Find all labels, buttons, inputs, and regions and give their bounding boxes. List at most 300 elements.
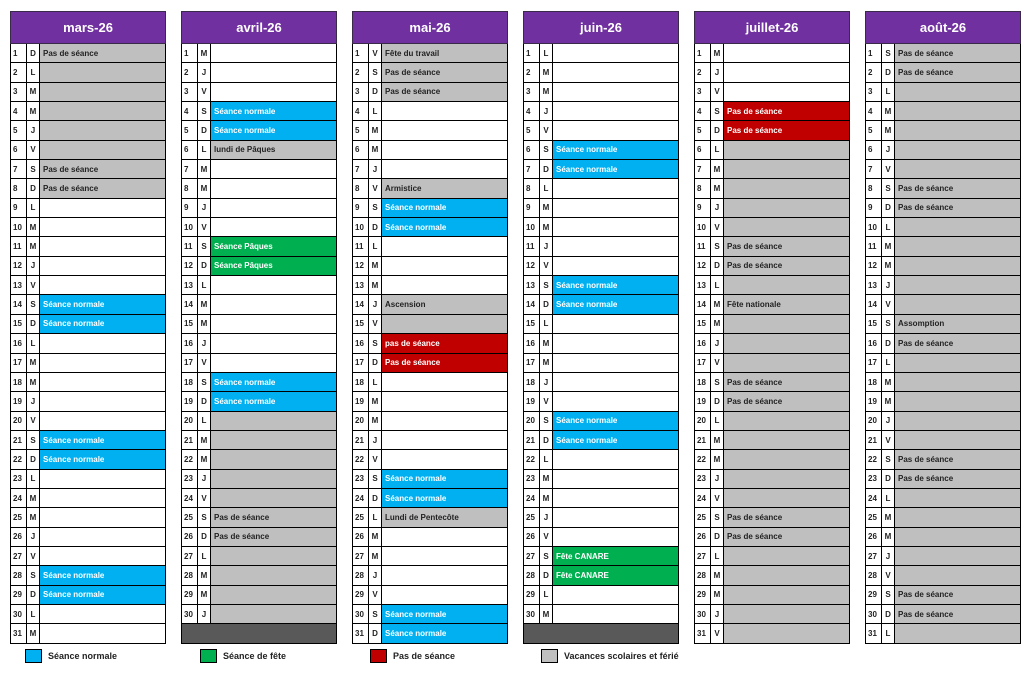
day-row [10, 354, 166, 373]
day-row [523, 431, 679, 450]
day-row [352, 44, 508, 63]
day-number: 16 [695, 334, 711, 352]
day-row [523, 586, 679, 605]
day-letter: M [369, 141, 382, 159]
day-event [724, 354, 849, 372]
day-letter: D [711, 257, 724, 275]
day-number: 22 [695, 450, 711, 468]
day-letter: J [882, 547, 895, 565]
day-letter: V [198, 354, 211, 372]
day-number: 19 [353, 392, 369, 410]
day-number: 29 [695, 586, 711, 604]
day-event: Séance normale [40, 566, 165, 584]
day-event [895, 624, 1020, 642]
day-event: Séance normale [382, 489, 507, 507]
day-event: Séance normale [382, 624, 507, 642]
day-number: 5 [695, 121, 711, 139]
day-row [181, 276, 337, 295]
day-row [523, 83, 679, 102]
day-row [352, 624, 508, 643]
day-row [181, 586, 337, 605]
day-letter: L [540, 586, 553, 604]
day-event [724, 315, 849, 333]
day-letter: L [27, 63, 40, 81]
day-event [40, 218, 165, 236]
day-event: Pas de séance [895, 334, 1020, 352]
day-number: 29 [353, 586, 369, 604]
day-letter: S [27, 160, 40, 178]
day-event [895, 141, 1020, 159]
day-letter: M [711, 295, 724, 313]
day-number: 25 [182, 508, 198, 526]
day-number: 7 [11, 160, 27, 178]
day-letter: S [369, 63, 382, 81]
day-row [694, 160, 850, 179]
day-event: Pas de séance [724, 237, 849, 255]
day-event [382, 528, 507, 546]
day-event: Pas de séance [895, 470, 1020, 488]
day-row [865, 528, 1021, 547]
day-event [553, 508, 678, 526]
day-row [10, 586, 166, 605]
day-row [694, 528, 850, 547]
day-event [382, 566, 507, 584]
day-number: 12 [866, 257, 882, 275]
day-number: 22 [11, 450, 27, 468]
day-row [10, 431, 166, 450]
day-event: Séance normale [553, 431, 678, 449]
day-event: Séance normale [382, 199, 507, 217]
day-letter: L [369, 237, 382, 255]
day-event [382, 141, 507, 159]
day-number: 3 [866, 83, 882, 101]
day-number: 13 [695, 276, 711, 294]
day-row [523, 450, 679, 469]
day-letter: S [711, 237, 724, 255]
day-event [211, 354, 336, 372]
day-letter: V [369, 450, 382, 468]
day-letter: V [27, 276, 40, 294]
day-letter: M [369, 257, 382, 275]
day-number: 9 [353, 199, 369, 217]
day-number: 2 [695, 63, 711, 81]
day-letter: J [198, 63, 211, 81]
day-event [724, 470, 849, 488]
day-number: 4 [695, 102, 711, 120]
day-event: Séance normale [40, 431, 165, 449]
day-row [694, 605, 850, 624]
day-number: 14 [695, 295, 711, 313]
day-row [181, 392, 337, 411]
day-event [40, 257, 165, 275]
day-row [523, 160, 679, 179]
day-number: 6 [353, 141, 369, 159]
day-number: 3 [182, 83, 198, 101]
day-letter: J [369, 566, 382, 584]
day-event [211, 334, 336, 352]
day-event: Séance normale [211, 373, 336, 391]
day-letter: L [540, 450, 553, 468]
day-number: 25 [353, 508, 369, 526]
day-number: 27 [11, 547, 27, 565]
day-letter: M [711, 160, 724, 178]
day-letter: D [27, 450, 40, 468]
day-event [895, 566, 1020, 584]
day-number: 20 [866, 412, 882, 430]
day-row [181, 373, 337, 392]
day-letter: J [540, 508, 553, 526]
day-letter: V [369, 315, 382, 333]
day-letter: J [540, 373, 553, 391]
day-number: 3 [524, 83, 540, 101]
day-row [523, 237, 679, 256]
legend-swatch [200, 649, 217, 663]
day-event [724, 450, 849, 468]
day-row [865, 470, 1021, 489]
day-row [10, 160, 166, 179]
day-number: 23 [353, 470, 369, 488]
day-letter: M [882, 121, 895, 139]
day-letter: M [27, 489, 40, 507]
day-row [181, 605, 337, 624]
day-letter: V [711, 354, 724, 372]
day-event [895, 489, 1020, 507]
day-number: 20 [182, 412, 198, 430]
day-number: 22 [524, 450, 540, 468]
day-event [553, 63, 678, 81]
day-letter: L [711, 547, 724, 565]
day-row [865, 431, 1021, 450]
day-row [181, 199, 337, 218]
day-row [352, 179, 508, 198]
day-event: Lundi de Pentecôte [382, 508, 507, 526]
day-letter: S [369, 605, 382, 623]
day-number: 9 [866, 199, 882, 217]
day-event [211, 431, 336, 449]
day-number: 19 [695, 392, 711, 410]
day-event [40, 121, 165, 139]
day-letter: J [369, 160, 382, 178]
day-number: 28 [695, 566, 711, 584]
day-event: Séance normale [382, 605, 507, 623]
day-event [895, 83, 1020, 101]
day-row [523, 547, 679, 566]
day-event [382, 373, 507, 391]
day-letter: M [198, 431, 211, 449]
day-letter: D [369, 83, 382, 101]
day-letter: M [27, 83, 40, 101]
day-number: 28 [353, 566, 369, 584]
day-row [352, 257, 508, 276]
day-row [352, 508, 508, 527]
day-number: 30 [11, 605, 27, 623]
day-row [352, 547, 508, 566]
day-row [523, 199, 679, 218]
day-letter: D [711, 528, 724, 546]
day-row [181, 44, 337, 63]
day-event: Pas de séance [895, 586, 1020, 604]
day-row [352, 586, 508, 605]
day-event [211, 160, 336, 178]
day-number: 18 [695, 373, 711, 391]
day-letter: J [27, 528, 40, 546]
day-letter: V [369, 179, 382, 197]
day-row [352, 63, 508, 82]
day-letter: J [198, 470, 211, 488]
day-event [211, 566, 336, 584]
day-row [865, 624, 1021, 643]
day-number: 10 [524, 218, 540, 236]
day-row [694, 412, 850, 431]
legend-swatch [541, 649, 558, 663]
day-number: 13 [353, 276, 369, 294]
day-event [724, 624, 849, 642]
day-letter: L [882, 489, 895, 507]
day-event [724, 141, 849, 159]
day-letter: M [198, 566, 211, 584]
day-number: 13 [11, 276, 27, 294]
day-event [553, 237, 678, 255]
day-letter: L [27, 199, 40, 217]
day-event [553, 199, 678, 217]
day-event: Séance normale [40, 586, 165, 604]
day-number: 11 [695, 237, 711, 255]
day-number: 16 [353, 334, 369, 352]
day-letter: M [27, 102, 40, 120]
day-event: Séance normale [40, 295, 165, 313]
day-row [352, 83, 508, 102]
day-row [181, 412, 337, 431]
day-event [895, 412, 1020, 430]
day-row [181, 160, 337, 179]
day-event: Pas de séance [724, 508, 849, 526]
day-event [553, 528, 678, 546]
day-letter: M [540, 354, 553, 372]
day-event [553, 179, 678, 197]
day-letter: D [882, 334, 895, 352]
day-number: 24 [353, 489, 369, 507]
legend-swatch [25, 649, 42, 663]
day-row [352, 450, 508, 469]
day-number: 28 [866, 566, 882, 584]
day-number: 22 [182, 450, 198, 468]
month-column [865, 11, 1021, 644]
day-letter: L [198, 276, 211, 294]
day-number: 1 [353, 44, 369, 62]
day-event [40, 373, 165, 391]
month-header: mars-26 [10, 11, 166, 44]
day-row [694, 141, 850, 160]
day-row [865, 315, 1021, 334]
day-event [724, 44, 849, 62]
day-letter: S [198, 508, 211, 526]
day-event [382, 547, 507, 565]
day-row [352, 121, 508, 140]
day-event [40, 334, 165, 352]
day-letter: D [711, 392, 724, 410]
day-event: Pas de séance [895, 450, 1020, 468]
day-number: 5 [11, 121, 27, 139]
day-number: 8 [866, 179, 882, 197]
day-event [211, 83, 336, 101]
day-row [10, 257, 166, 276]
day-row [10, 63, 166, 82]
day-number: 14 [866, 295, 882, 313]
day-row [10, 179, 166, 198]
day-event [211, 547, 336, 565]
day-number: 17 [353, 354, 369, 372]
day-event [553, 586, 678, 604]
day-row [694, 431, 850, 450]
day-row [352, 605, 508, 624]
day-letter: M [540, 489, 553, 507]
day-letter: S [198, 102, 211, 120]
day-row [694, 44, 850, 63]
day-letter: S [540, 276, 553, 294]
day-letter: L [198, 141, 211, 159]
day-number: 25 [524, 508, 540, 526]
day-number: 12 [524, 257, 540, 275]
day-event [40, 141, 165, 159]
day-row [352, 354, 508, 373]
day-row [352, 431, 508, 450]
day-number: 6 [695, 141, 711, 159]
day-number: 14 [182, 295, 198, 313]
day-event: Séance normale [553, 141, 678, 159]
day-row [865, 605, 1021, 624]
day-number: 26 [524, 528, 540, 546]
day-row [181, 334, 337, 353]
day-letter: S [27, 566, 40, 584]
day-row [694, 547, 850, 566]
day-row [694, 450, 850, 469]
day-letter: L [198, 412, 211, 430]
day-row [181, 528, 337, 547]
day-letter: M [198, 160, 211, 178]
day-letter: S [540, 547, 553, 565]
day-letter: J [711, 334, 724, 352]
day-row [865, 44, 1021, 63]
day-row [523, 315, 679, 334]
day-row [10, 121, 166, 140]
day-letter: V [540, 121, 553, 139]
day-event [895, 257, 1020, 275]
day-event [211, 412, 336, 430]
day-row [181, 489, 337, 508]
day-number: 1 [695, 44, 711, 62]
day-number: 2 [182, 63, 198, 81]
day-event: Pas de séance [40, 44, 165, 62]
day-event [895, 547, 1020, 565]
day-letter: V [540, 528, 553, 546]
day-letter: D [198, 257, 211, 275]
day-row [10, 44, 166, 63]
day-event [895, 373, 1020, 391]
day-number: 17 [11, 354, 27, 372]
day-letter: D [882, 470, 895, 488]
day-event [724, 431, 849, 449]
day-number: 26 [182, 528, 198, 546]
day-event [553, 44, 678, 62]
day-row [865, 199, 1021, 218]
day-event [724, 566, 849, 584]
day-event [724, 160, 849, 178]
day-letter: V [711, 624, 724, 642]
day-letter: V [711, 218, 724, 236]
day-row [352, 392, 508, 411]
day-event: Fête du travail [382, 44, 507, 62]
day-letter: S [369, 334, 382, 352]
day-number: 20 [11, 412, 27, 430]
day-number: 23 [866, 470, 882, 488]
day-letter: M [369, 528, 382, 546]
day-number: 5 [866, 121, 882, 139]
day-letter: D [198, 121, 211, 139]
day-row [10, 237, 166, 256]
day-row [865, 276, 1021, 295]
day-row [181, 547, 337, 566]
day-event [211, 44, 336, 62]
day-row [10, 508, 166, 527]
day-row [694, 218, 850, 237]
day-row [523, 392, 679, 411]
day-number: 26 [353, 528, 369, 546]
day-letter: L [711, 141, 724, 159]
day-letter: J [540, 237, 553, 255]
day-letter: S [540, 141, 553, 159]
day-event [553, 605, 678, 623]
day-row [181, 83, 337, 102]
day-event [211, 199, 336, 217]
day-row [181, 141, 337, 160]
day-row [694, 586, 850, 605]
day-row [694, 295, 850, 314]
day-letter: S [369, 470, 382, 488]
day-letter: M [540, 470, 553, 488]
day-row [694, 199, 850, 218]
day-event [40, 489, 165, 507]
day-number: 7 [866, 160, 882, 178]
legend-label: Séance de fête [223, 651, 287, 661]
day-letter: V [882, 295, 895, 313]
day-row [523, 295, 679, 314]
day-letter: J [198, 334, 211, 352]
day-event [382, 431, 507, 449]
day-letter: S [540, 412, 553, 430]
day-row [10, 218, 166, 237]
day-number: 19 [524, 392, 540, 410]
day-row [694, 354, 850, 373]
month-header: août-26 [865, 11, 1021, 44]
day-letter: V [198, 218, 211, 236]
day-row [352, 412, 508, 431]
day-letter: V [711, 83, 724, 101]
day-row [694, 334, 850, 353]
day-number: 6 [866, 141, 882, 159]
day-letter: M [369, 121, 382, 139]
day-letter: D [882, 199, 895, 217]
day-row [10, 315, 166, 334]
day-number: 4 [866, 102, 882, 120]
day-number: 21 [11, 431, 27, 449]
day-event: Pas de séance [895, 179, 1020, 197]
day-number: 14 [524, 295, 540, 313]
day-number: 13 [866, 276, 882, 294]
day-number: 20 [353, 412, 369, 430]
day-number: 30 [695, 605, 711, 623]
day-number: 19 [866, 392, 882, 410]
day-event [895, 102, 1020, 120]
